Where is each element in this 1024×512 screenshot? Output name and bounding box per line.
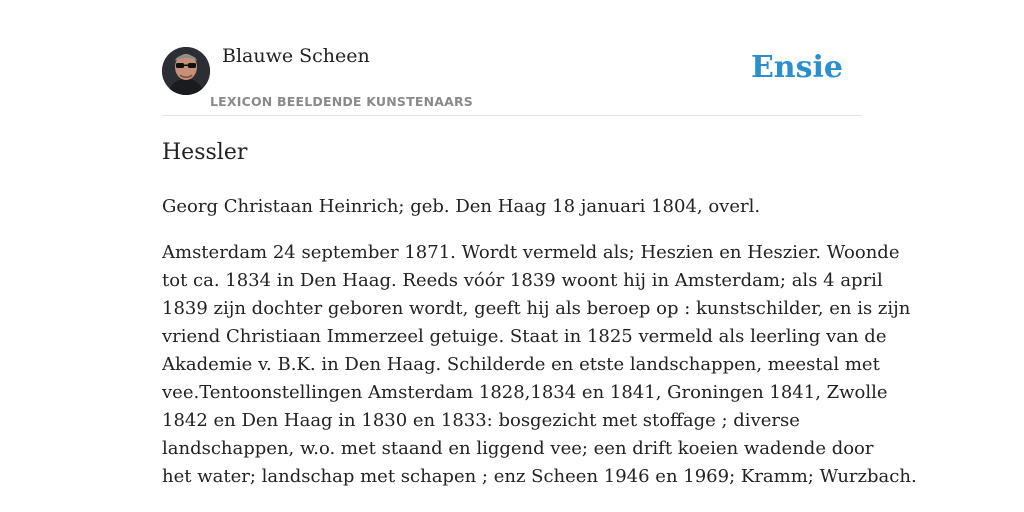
header-divider	[162, 115, 862, 116]
article-title: Hessler	[162, 140, 248, 165]
paragraph-line: 1839 zijn dochter geboren wordt, geeft hij als beroep op : kunstschilder, en is zijn	[162, 298, 911, 319]
paragraph-line: vee.Tentoonstellingen Amsterdam 1828,1834 en 1841, Groningen 1841, Zwolle	[162, 382, 888, 403]
author-photo	[162, 47, 210, 95]
collection-label[interactable]: LEXICON BEELDENDE KUNSTENAARS	[210, 94, 474, 109]
paragraph-line: landschappen, w.o. met staand en liggend vee; een drift koeien wadende door	[162, 438, 874, 459]
paragraph-line: Georg Christaan Heinrich; geb. Den Haag 18 januari 1804, overl.	[162, 196, 761, 217]
paragraph-line: vriend Christiaan Immerzeel getuige. Staat in 1825 vermeld als leerling van de	[162, 326, 887, 347]
paragraph-line: Akademie v. B.K. in Den Haag. Schilderde en etste landschappen, meestal met	[162, 354, 880, 375]
brand-logo[interactable]: Ensie	[750, 50, 843, 85]
author-name[interactable]: Blauwe Scheen	[222, 45, 370, 67]
article-paragraph-2	[162, 239, 917, 491]
avatar[interactable]	[162, 47, 210, 95]
paragraph-line: het water; landschap met schapen ; enz Scheen 1946 en 1969; Kramm; Wurzbach.	[162, 466, 917, 487]
paragraph-line: Amsterdam 24 september 1871. Wordt vermeld als; Heszien en Heszier. Woonde	[162, 242, 900, 263]
paragraph-line: tot ca. 1834 in Den Haag. Reeds vóór 1839 woont hij in Amsterdam; als 4 april	[162, 270, 883, 291]
article-paragraph-1	[162, 193, 862, 221]
paragraph-line: 1842 en Den Haag in 1830 en 1833: bosgezicht met stoffage ; diverse	[162, 410, 800, 431]
